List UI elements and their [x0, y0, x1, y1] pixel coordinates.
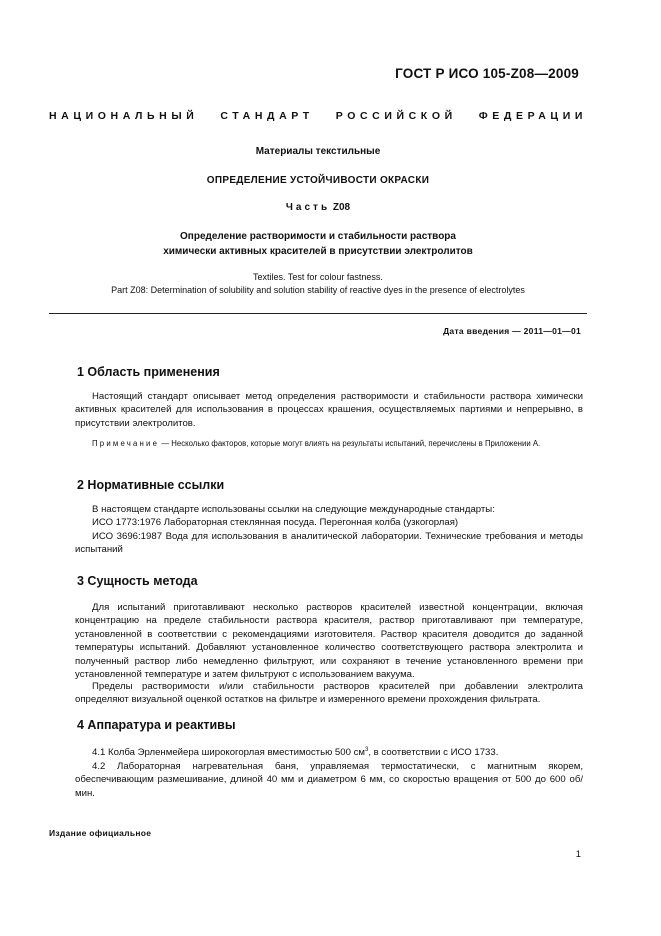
note-text: — Несколько факторов, которые могут влиять на результаты испытаний, перечислены в Приложении А.	[159, 439, 541, 448]
english-title	[49, 271, 587, 297]
subtitle-line: Определение растворимости и стабильности раствора	[180, 231, 456, 242]
part-code: Z08	[332, 202, 351, 213]
section-heading: 3 Сущность метода	[77, 574, 198, 588]
introduction-date: Дата введения — 2011—01—01	[443, 326, 581, 336]
section-heading: 1 Область применения	[77, 365, 220, 379]
note	[75, 438, 583, 450]
reference-text: ИСО 3696:1987 Вода для использования в аналитической лаборатории. Технические требования и методы испытаний	[75, 531, 583, 556]
subtitle-line: химически активных красителей в присутствии электролитов	[163, 246, 473, 257]
reference-item	[75, 530, 583, 557]
banner-word: НАЦИОНАЛЬНЫЙ	[49, 110, 199, 122]
main-title: ОПРЕДЕЛЕНИЕ УСТОЙЧИВОСТИ ОКРАСКИ	[206, 175, 430, 186]
part-label: Часть	[285, 202, 331, 213]
paragraph-text: Пределы растворимости и/или стабильности растворов красителей при добавлении электролита определяют визуальной оценкой остатков на фильтре и измеренного времени прохождения фильтрата.	[75, 681, 583, 706]
paragraph-text: 4.1 Колба Эрленмейера широкогорлая вместимостью 500 см	[92, 747, 365, 758]
paragraph-text: , в соответствии с ИСО 1733.	[368, 747, 499, 758]
paragraph-text: Для испытаний приготавливают несколько растворов красителей известной концентрации, включая концентрацию на пределе стабильности раствора красителя, раствор приготавливают при температуре, установленной в соответствии с рекомендациями изготовителя. Раствор красителя доводится до заданной температуры испытаний. Добавляют установленное количество соответствующего раствора электролита и полученный раствор либо немедленно фильтруют, или сохраняют в течение установленного времени при установленной температуре и затем фильтруют с использованием вакуума.	[75, 602, 583, 681]
section-heading: 2 Нормативные ссылки	[77, 478, 225, 492]
paragraph	[75, 601, 583, 681]
divider	[49, 313, 587, 314]
reference-text: ИСО 1773:1976 Лабораторная стеклянная посуда. Перегонная колба (узкогорлая)	[92, 517, 459, 528]
paragraph	[75, 760, 583, 800]
superscript: 3	[365, 746, 369, 753]
paragraph	[75, 680, 583, 707]
banner-word: РОССИЙСКОЙ	[335, 110, 457, 122]
part-title	[49, 202, 587, 213]
subtitle	[49, 229, 587, 259]
english-title-line: Textiles. Test for colour fastness.	[253, 272, 383, 282]
paragraph-text: 4.2 Лабораторная нагревательная баня, управляемая термостатически, с магнитным якорем, обеспечивающим размешивание, длиной 40 мм и диаметром 6 мм, со скоростью вращения от 500 до 600 об/мин.	[75, 761, 583, 799]
title-line: Материалы текстильные	[255, 146, 381, 157]
document-number: ГОСТ Р ИСО 105-Z08—2009	[395, 66, 579, 81]
paragraph	[75, 390, 583, 430]
reference-item	[75, 516, 583, 529]
national-standard-banner	[49, 110, 587, 122]
english-title-line: Part Z08: Determination of solubility and solution stability of reactive dyes in the presence of electrolytes	[111, 285, 525, 295]
paragraph	[75, 746, 583, 759]
banner-word: ФЕДЕРАЦИИ	[478, 110, 587, 122]
paragraph	[75, 503, 583, 516]
banner-word: СТАНДАРТ	[220, 110, 314, 122]
paragraph-text: Настоящий стандарт описывает метод определения растворимости и стабильности раствора химически активных красителей для использования в процессах крашения, осуществляемых партиями и непрерывно, в присутствии электролитов.	[75, 391, 583, 429]
paragraph-text: В настоящем стандарте использованы ссылки на следующие международные стандарты:	[92, 504, 495, 515]
section-heading: 4 Аппаратура и реактивы	[77, 718, 236, 732]
page-number: 1	[575, 849, 581, 860]
note-label: Примечание	[92, 439, 160, 448]
edition-label: Издание официальное	[49, 828, 152, 838]
